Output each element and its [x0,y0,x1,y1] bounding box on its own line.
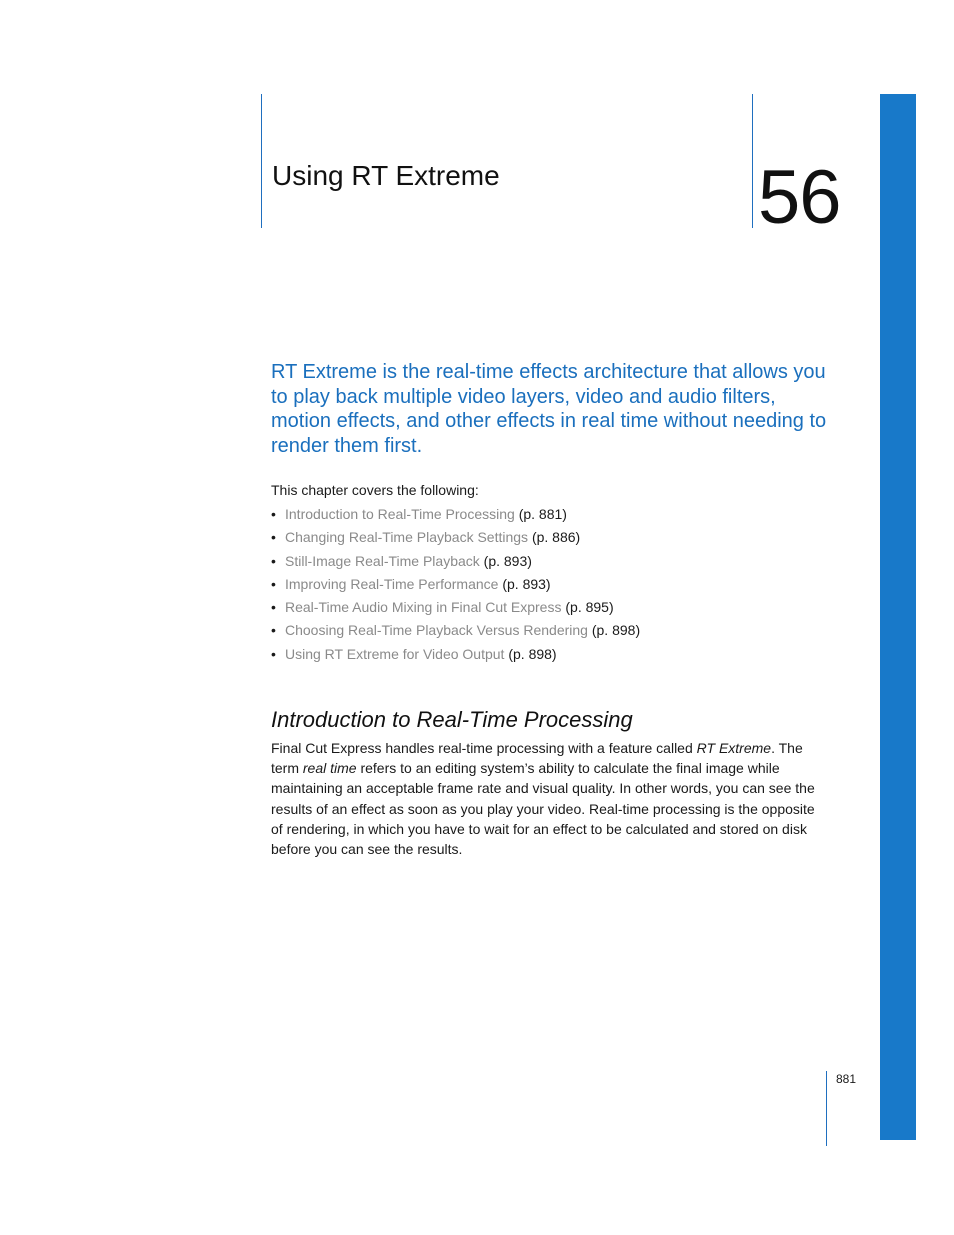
toc-bullet: • [271,552,276,569]
section-heading: Introduction to Real-Time Processing [271,707,633,732]
toc-bullet: • [271,622,276,639]
toc-item [271,643,831,666]
toc-link[interactable]: Still-Image Real-Time Playback [285,552,480,569]
toc-page-ref: (p. 881) [518,506,567,522]
toc-link[interactable]: Using RT Extreme for Video Output [285,645,505,662]
toc-link[interactable]: Real-Time Audio Mixing in Final Cut Express [285,599,562,616]
title-left-rule [261,94,262,228]
chapter-covers-intro: This chapter covers the following: [271,482,479,498]
body-text-part: refers to an editing system’s ability to calculate the final image while maintaining an acceptable frame rate and visual quality. In other words, you can see the results of an effect as soon as you play your video. Real-time processing is the opposite of rendering, in which you have to wait for an effect to be calculated and stored on disk before you can see the results. [271,760,815,858]
toc-bullet: • [271,506,276,522]
toc-link[interactable]: Changing Real-Time Playback Settings [285,529,529,546]
chapter-title: Using RT Extreme [272,160,500,191]
toc-link[interactable]: Improving Real-Time Performance [285,575,499,592]
toc-bullet: • [271,529,276,546]
toc-page-ref: (p. 893) [483,552,532,569]
chapter-side-tab [880,94,916,1140]
toc-page-ref: (p. 895) [565,599,614,616]
toc-item [271,573,831,596]
chapter-number-rule [752,94,753,228]
toc-item [271,596,831,619]
toc-page-ref: (p. 886) [531,529,581,546]
body-text-part: Final Cut Express handles real-time processing with a feature called [271,740,697,756]
chapter-lead-paragraph: RT Extreme is the real-time effects architecture that allows you to play back multiple video layers, video and audio filters, motion effects, and other effects in real time without needing to render them first. [271,361,827,457]
toc-page-ref: (p. 898) [508,645,557,662]
page-number: 881 [836,1072,857,1086]
toc-item [271,503,831,526]
chapter-number: 56 [758,155,841,240]
toc-bullet: • [271,599,276,616]
toc-item [271,526,831,549]
toc-item [271,550,831,573]
page-number-rule [826,1071,827,1146]
toc-bullet: • [271,645,276,662]
toc-item [271,619,831,642]
toc-page-ref: (p. 893) [502,575,551,592]
toc-page-ref: (p. 898) [591,622,641,639]
section-body-paragraph [271,738,816,859]
toc-bullet: • [271,575,276,592]
chapter-toc-list [271,503,831,666]
body-text-part: . The term [271,740,803,777]
toc-link[interactable]: Introduction to Real-Time Processing [285,506,515,522]
toc-link[interactable]: Choosing Real-Time Playback Versus Rendering [285,622,588,639]
body-italic-term: RT Extreme [696,740,772,756]
body-italic-term: real time [302,760,357,777]
